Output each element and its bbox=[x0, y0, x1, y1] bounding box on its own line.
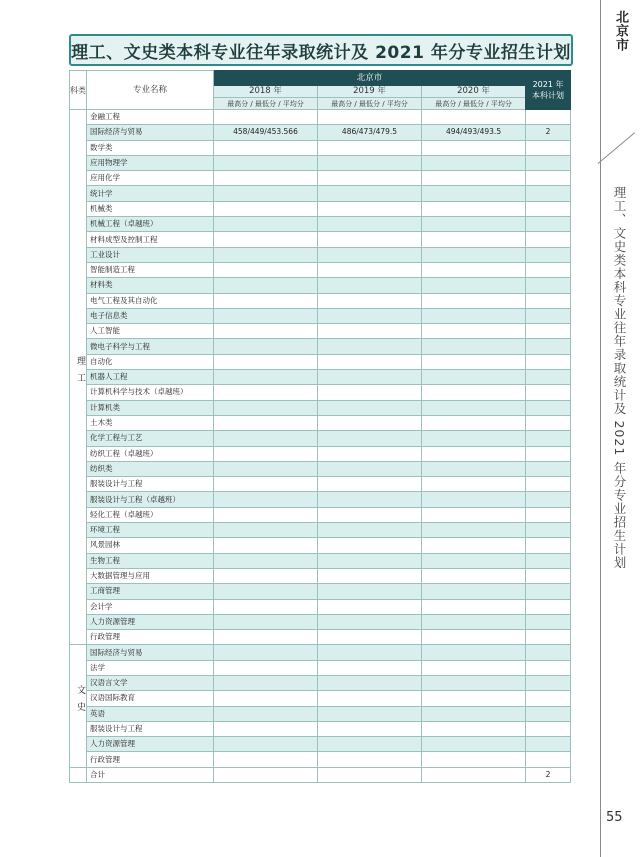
score-2018 bbox=[214, 293, 318, 308]
major-name: 应用化学 bbox=[87, 171, 214, 186]
plan-2021 bbox=[526, 278, 571, 293]
score-2020 bbox=[422, 354, 526, 369]
major-name: 轻化工程（卓越班） bbox=[87, 507, 214, 522]
score-2018 bbox=[214, 599, 318, 614]
major-name: 人工智能 bbox=[87, 324, 214, 339]
score-2019 bbox=[318, 507, 422, 522]
plan-2021 bbox=[526, 400, 571, 415]
score-2019 bbox=[318, 370, 422, 385]
total-plan: 2 bbox=[526, 767, 571, 782]
major-name: 电气工程及其自动化 bbox=[87, 293, 214, 308]
score-2018 bbox=[214, 308, 318, 323]
category-label: 文史 bbox=[75, 685, 85, 720]
score-2020 bbox=[422, 110, 526, 125]
table-row bbox=[70, 324, 571, 339]
major-name: 统计学 bbox=[87, 186, 214, 201]
score-2018 bbox=[214, 538, 318, 553]
score-2020 bbox=[422, 614, 526, 629]
plan-2021 bbox=[526, 523, 571, 538]
score-2019 bbox=[318, 324, 422, 339]
header-score-sub-1: 最高分 / 最低分 / 平均分 bbox=[318, 98, 422, 110]
score-2020 bbox=[422, 339, 526, 354]
major-name: 工业设计 bbox=[87, 247, 214, 262]
score-2020 bbox=[422, 584, 526, 599]
table-row bbox=[70, 217, 571, 232]
score-2018 bbox=[214, 232, 318, 247]
score-2019 bbox=[318, 415, 422, 430]
score-2020 bbox=[422, 477, 526, 492]
table-row bbox=[70, 354, 571, 369]
table-row bbox=[70, 614, 571, 629]
score-2019 bbox=[318, 171, 422, 186]
score-2019 bbox=[318, 461, 422, 476]
score-2019 bbox=[318, 293, 422, 308]
score-2019 bbox=[318, 614, 422, 629]
score-2019 bbox=[318, 400, 422, 415]
score-2019 bbox=[318, 599, 422, 614]
major-name: 人力资源管理 bbox=[87, 737, 214, 752]
major-name: 计算机科学与技术（卓越班） bbox=[87, 385, 214, 400]
plan-2021 bbox=[526, 630, 571, 645]
score-2019 bbox=[318, 140, 422, 155]
plan-2021 bbox=[526, 584, 571, 599]
plan-2021 bbox=[526, 155, 571, 170]
side-diagonal-rule bbox=[598, 132, 635, 164]
header-major: 专业名称 bbox=[87, 71, 214, 110]
score-2019 bbox=[318, 232, 422, 247]
score-2018 bbox=[214, 339, 318, 354]
category-cell bbox=[70, 110, 87, 645]
score-2019 bbox=[318, 584, 422, 599]
table-row bbox=[70, 675, 571, 690]
score-2018 bbox=[214, 201, 318, 216]
score-2020 bbox=[422, 507, 526, 522]
major-name: 风景园林 bbox=[87, 538, 214, 553]
score-2018 bbox=[214, 186, 318, 201]
plan-2021 bbox=[526, 446, 571, 461]
score-2018 bbox=[214, 492, 318, 507]
score-2018 bbox=[214, 523, 318, 538]
plan-2021 bbox=[526, 140, 571, 155]
score-2019 bbox=[318, 538, 422, 553]
table-row bbox=[70, 660, 571, 675]
score-2018 bbox=[214, 645, 318, 660]
page-title: 理工、文史类本科专业往年录取统计及 2021 年分专业招生计划 bbox=[71, 42, 571, 63]
table-row bbox=[70, 247, 571, 262]
major-name: 机械工程（卓越班） bbox=[87, 217, 214, 232]
score-2018 bbox=[214, 691, 318, 706]
table-row bbox=[70, 523, 571, 538]
header-year-1: 2019 年 bbox=[318, 86, 422, 98]
page-number: 55 bbox=[606, 810, 623, 825]
score-2020 bbox=[422, 553, 526, 568]
score-2018 bbox=[214, 262, 318, 277]
table-row bbox=[70, 262, 571, 277]
score-2020 bbox=[422, 645, 526, 660]
score-2018 bbox=[214, 385, 318, 400]
table-row bbox=[70, 415, 571, 430]
plan-2021 bbox=[526, 599, 571, 614]
major-name: 化学工程与工艺 bbox=[87, 431, 214, 446]
score-2018 bbox=[214, 400, 318, 415]
score-2020 bbox=[422, 140, 526, 155]
side-city-label: 北京市 bbox=[613, 10, 628, 52]
table-row bbox=[70, 584, 571, 599]
score-2020 bbox=[422, 675, 526, 690]
major-name: 会计学 bbox=[87, 599, 214, 614]
total-empty bbox=[318, 767, 422, 782]
score-2019 bbox=[318, 308, 422, 323]
score-2020 bbox=[422, 752, 526, 767]
score-2020 bbox=[422, 262, 526, 277]
score-2019 bbox=[318, 262, 422, 277]
score-2019 bbox=[318, 553, 422, 568]
score-2020 bbox=[422, 446, 526, 461]
score-2018 bbox=[214, 370, 318, 385]
table-row bbox=[70, 232, 571, 247]
score-2020 bbox=[422, 308, 526, 323]
major-name: 汉语言文学 bbox=[87, 675, 214, 690]
plan-2021 bbox=[526, 415, 571, 430]
major-name: 行政管理 bbox=[87, 630, 214, 645]
score-2019 bbox=[318, 691, 422, 706]
table-row bbox=[70, 737, 571, 752]
plan-2021 bbox=[526, 385, 571, 400]
plan-2021: 2 bbox=[526, 125, 571, 140]
total-label: 合计 bbox=[87, 767, 214, 782]
score-2020 bbox=[422, 232, 526, 247]
score-2019 bbox=[318, 630, 422, 645]
header-region: 北京市 bbox=[214, 71, 526, 86]
score-2020 bbox=[422, 278, 526, 293]
major-name: 行政管理 bbox=[87, 752, 214, 767]
score-2020 bbox=[422, 415, 526, 430]
major-name: 法学 bbox=[87, 660, 214, 675]
score-2020 bbox=[422, 568, 526, 583]
plan-2021 bbox=[526, 293, 571, 308]
header-plan: 2021 年本科计划 bbox=[526, 71, 571, 110]
major-name: 纺织类 bbox=[87, 461, 214, 476]
major-name: 国际经济与贸易 bbox=[87, 645, 214, 660]
score-2019 bbox=[318, 110, 422, 125]
table-row bbox=[70, 400, 571, 415]
table-row bbox=[70, 507, 571, 522]
major-name: 微电子科学与工程 bbox=[87, 339, 214, 354]
score-2019 bbox=[318, 155, 422, 170]
score-2019 bbox=[318, 492, 422, 507]
table-row bbox=[70, 691, 571, 706]
plan-2021 bbox=[526, 538, 571, 553]
score-2019 bbox=[318, 706, 422, 721]
major-name: 计算机类 bbox=[87, 400, 214, 415]
major-name: 智能制造工程 bbox=[87, 262, 214, 277]
score-2019 bbox=[318, 201, 422, 216]
score-2019 bbox=[318, 186, 422, 201]
table-row bbox=[70, 630, 571, 645]
major-name: 工商管理 bbox=[87, 584, 214, 599]
score-2018 bbox=[214, 568, 318, 583]
score-2018 bbox=[214, 584, 318, 599]
plan-2021 bbox=[526, 354, 571, 369]
score-2018 bbox=[214, 752, 318, 767]
score-2018: 458/449/453.566 bbox=[214, 125, 318, 140]
major-name: 人力资源管理 bbox=[87, 614, 214, 629]
score-2018 bbox=[214, 431, 318, 446]
score-2018 bbox=[214, 217, 318, 232]
score-2019 bbox=[318, 354, 422, 369]
table-row bbox=[70, 339, 571, 354]
plan-2021 bbox=[526, 691, 571, 706]
score-2020 bbox=[422, 599, 526, 614]
table-row bbox=[70, 186, 571, 201]
major-name: 国际经济与贸易 bbox=[87, 125, 214, 140]
total-row bbox=[70, 767, 571, 782]
table-row bbox=[70, 461, 571, 476]
major-name: 应用物理学 bbox=[87, 155, 214, 170]
score-2019 bbox=[318, 385, 422, 400]
score-2020 bbox=[422, 706, 526, 721]
header-year-0: 2018 年 bbox=[214, 86, 318, 98]
score-2020: 494/493/493.5 bbox=[422, 125, 526, 140]
table-row bbox=[70, 477, 571, 492]
side-divider bbox=[600, 0, 601, 857]
table-row bbox=[70, 385, 571, 400]
score-2018 bbox=[214, 247, 318, 262]
score-2020 bbox=[422, 538, 526, 553]
score-2020 bbox=[422, 630, 526, 645]
table-row bbox=[70, 492, 571, 507]
score-2020 bbox=[422, 400, 526, 415]
plan-2021 bbox=[526, 110, 571, 125]
score-2020 bbox=[422, 247, 526, 262]
major-name: 土木类 bbox=[87, 415, 214, 430]
major-name: 生物工程 bbox=[87, 553, 214, 568]
plan-2021 bbox=[526, 217, 571, 232]
table-row bbox=[70, 752, 571, 767]
score-2020 bbox=[422, 492, 526, 507]
score-2020 bbox=[422, 217, 526, 232]
score-2020 bbox=[422, 201, 526, 216]
side-running-title: 理工、文史类本科专业往年录取统计及 2021 年分专业招生计划 bbox=[612, 186, 627, 570]
page-title-box bbox=[69, 34, 573, 66]
score-2018 bbox=[214, 155, 318, 170]
score-2019 bbox=[318, 217, 422, 232]
plan-2021 bbox=[526, 568, 571, 583]
plan-2021 bbox=[526, 752, 571, 767]
score-2019: 486/473/479.5 bbox=[318, 125, 422, 140]
plan-2021 bbox=[526, 324, 571, 339]
plan-2021 bbox=[526, 232, 571, 247]
table-row bbox=[70, 568, 571, 583]
score-2020 bbox=[422, 660, 526, 675]
major-name: 机器人工程 bbox=[87, 370, 214, 385]
score-2018 bbox=[214, 415, 318, 430]
plan-2021 bbox=[526, 370, 571, 385]
table-row bbox=[70, 446, 571, 461]
score-2020 bbox=[422, 155, 526, 170]
major-name: 大数据管理与应用 bbox=[87, 568, 214, 583]
plan-2021 bbox=[526, 201, 571, 216]
admission-table bbox=[69, 70, 571, 783]
score-2018 bbox=[214, 461, 318, 476]
table-row bbox=[70, 308, 571, 323]
header-score-sub-2: 最高分 / 最低分 / 平均分 bbox=[422, 98, 526, 110]
major-name: 金融工程 bbox=[87, 110, 214, 125]
plan-2021 bbox=[526, 431, 571, 446]
score-2020 bbox=[422, 171, 526, 186]
total-category-cell bbox=[70, 767, 87, 782]
plan-2021 bbox=[526, 247, 571, 262]
major-name: 服装设计与工程（卓越班） bbox=[87, 492, 214, 507]
score-2019 bbox=[318, 645, 422, 660]
score-2018 bbox=[214, 675, 318, 690]
score-2018 bbox=[214, 477, 318, 492]
table-row bbox=[70, 110, 571, 125]
score-2018 bbox=[214, 110, 318, 125]
table-row bbox=[70, 553, 571, 568]
score-2019 bbox=[318, 523, 422, 538]
table-row bbox=[70, 293, 571, 308]
plan-2021 bbox=[526, 186, 571, 201]
major-name: 服装设计与工程 bbox=[87, 721, 214, 736]
table-row bbox=[70, 431, 571, 446]
plan-2021 bbox=[526, 171, 571, 186]
score-2020 bbox=[422, 431, 526, 446]
score-2019 bbox=[318, 737, 422, 752]
plan-2021 bbox=[526, 553, 571, 568]
table-row bbox=[70, 201, 571, 216]
score-2019 bbox=[318, 247, 422, 262]
score-2019 bbox=[318, 339, 422, 354]
plan-2021 bbox=[526, 614, 571, 629]
table-body bbox=[70, 110, 571, 783]
header-year-2: 2020 年 bbox=[422, 86, 526, 98]
major-name: 汉语国际教育 bbox=[87, 691, 214, 706]
major-name: 服装设计与工程 bbox=[87, 477, 214, 492]
score-2018 bbox=[214, 278, 318, 293]
score-2018 bbox=[214, 721, 318, 736]
score-2018 bbox=[214, 614, 318, 629]
plan-2021 bbox=[526, 675, 571, 690]
table-row bbox=[70, 706, 571, 721]
score-2020 bbox=[422, 385, 526, 400]
score-2019 bbox=[318, 431, 422, 446]
plan-2021 bbox=[526, 645, 571, 660]
score-2020 bbox=[422, 186, 526, 201]
score-2018 bbox=[214, 171, 318, 186]
table-row bbox=[70, 171, 571, 186]
table-row bbox=[70, 538, 571, 553]
plan-2021 bbox=[526, 492, 571, 507]
plan-2021 bbox=[526, 477, 571, 492]
major-name: 材料类 bbox=[87, 278, 214, 293]
table-row bbox=[70, 370, 571, 385]
score-2018 bbox=[214, 630, 318, 645]
score-2018 bbox=[214, 354, 318, 369]
header-category: 科类 bbox=[70, 71, 87, 110]
score-2018 bbox=[214, 446, 318, 461]
plan-2021 bbox=[526, 706, 571, 721]
table-row bbox=[70, 140, 571, 155]
table-row bbox=[70, 155, 571, 170]
major-name: 电子信息类 bbox=[87, 308, 214, 323]
score-2018 bbox=[214, 737, 318, 752]
major-name: 机械类 bbox=[87, 201, 214, 216]
score-2018 bbox=[214, 706, 318, 721]
score-2018 bbox=[214, 140, 318, 155]
table-row bbox=[70, 645, 571, 660]
major-name: 英语 bbox=[87, 706, 214, 721]
total-empty bbox=[214, 767, 318, 782]
score-2020 bbox=[422, 523, 526, 538]
total-empty bbox=[422, 767, 526, 782]
plan-2021 bbox=[526, 339, 571, 354]
score-2019 bbox=[318, 278, 422, 293]
score-2019 bbox=[318, 446, 422, 461]
score-2018 bbox=[214, 660, 318, 675]
score-2020 bbox=[422, 721, 526, 736]
plan-2021 bbox=[526, 507, 571, 522]
score-2020 bbox=[422, 691, 526, 706]
table-row bbox=[70, 125, 571, 140]
plan-2021 bbox=[526, 721, 571, 736]
score-2020 bbox=[422, 293, 526, 308]
category-label: 理工 bbox=[75, 356, 85, 391]
score-2020 bbox=[422, 370, 526, 385]
header-score-sub-0: 最高分 / 最低分 / 平均分 bbox=[214, 98, 318, 110]
score-2020 bbox=[422, 461, 526, 476]
score-2020 bbox=[422, 324, 526, 339]
score-2019 bbox=[318, 568, 422, 583]
table-row bbox=[70, 721, 571, 736]
score-2018 bbox=[214, 324, 318, 339]
plan-2021 bbox=[526, 262, 571, 277]
major-name: 材料成型及控制工程 bbox=[87, 232, 214, 247]
plan-2021 bbox=[526, 461, 571, 476]
major-name: 数学类 bbox=[87, 140, 214, 155]
category-cell bbox=[70, 645, 87, 767]
table-header bbox=[70, 71, 571, 110]
score-2020 bbox=[422, 737, 526, 752]
score-2019 bbox=[318, 752, 422, 767]
score-2019 bbox=[318, 477, 422, 492]
score-2019 bbox=[318, 675, 422, 690]
table-row bbox=[70, 278, 571, 293]
plan-2021 bbox=[526, 308, 571, 323]
score-2018 bbox=[214, 507, 318, 522]
score-2019 bbox=[318, 721, 422, 736]
table-row bbox=[70, 599, 571, 614]
major-name: 自动化 bbox=[87, 354, 214, 369]
score-2018 bbox=[214, 553, 318, 568]
major-name: 环境工程 bbox=[87, 523, 214, 538]
major-name: 纺织工程（卓越班） bbox=[87, 446, 214, 461]
score-2019 bbox=[318, 660, 422, 675]
plan-2021 bbox=[526, 737, 571, 752]
plan-2021 bbox=[526, 660, 571, 675]
